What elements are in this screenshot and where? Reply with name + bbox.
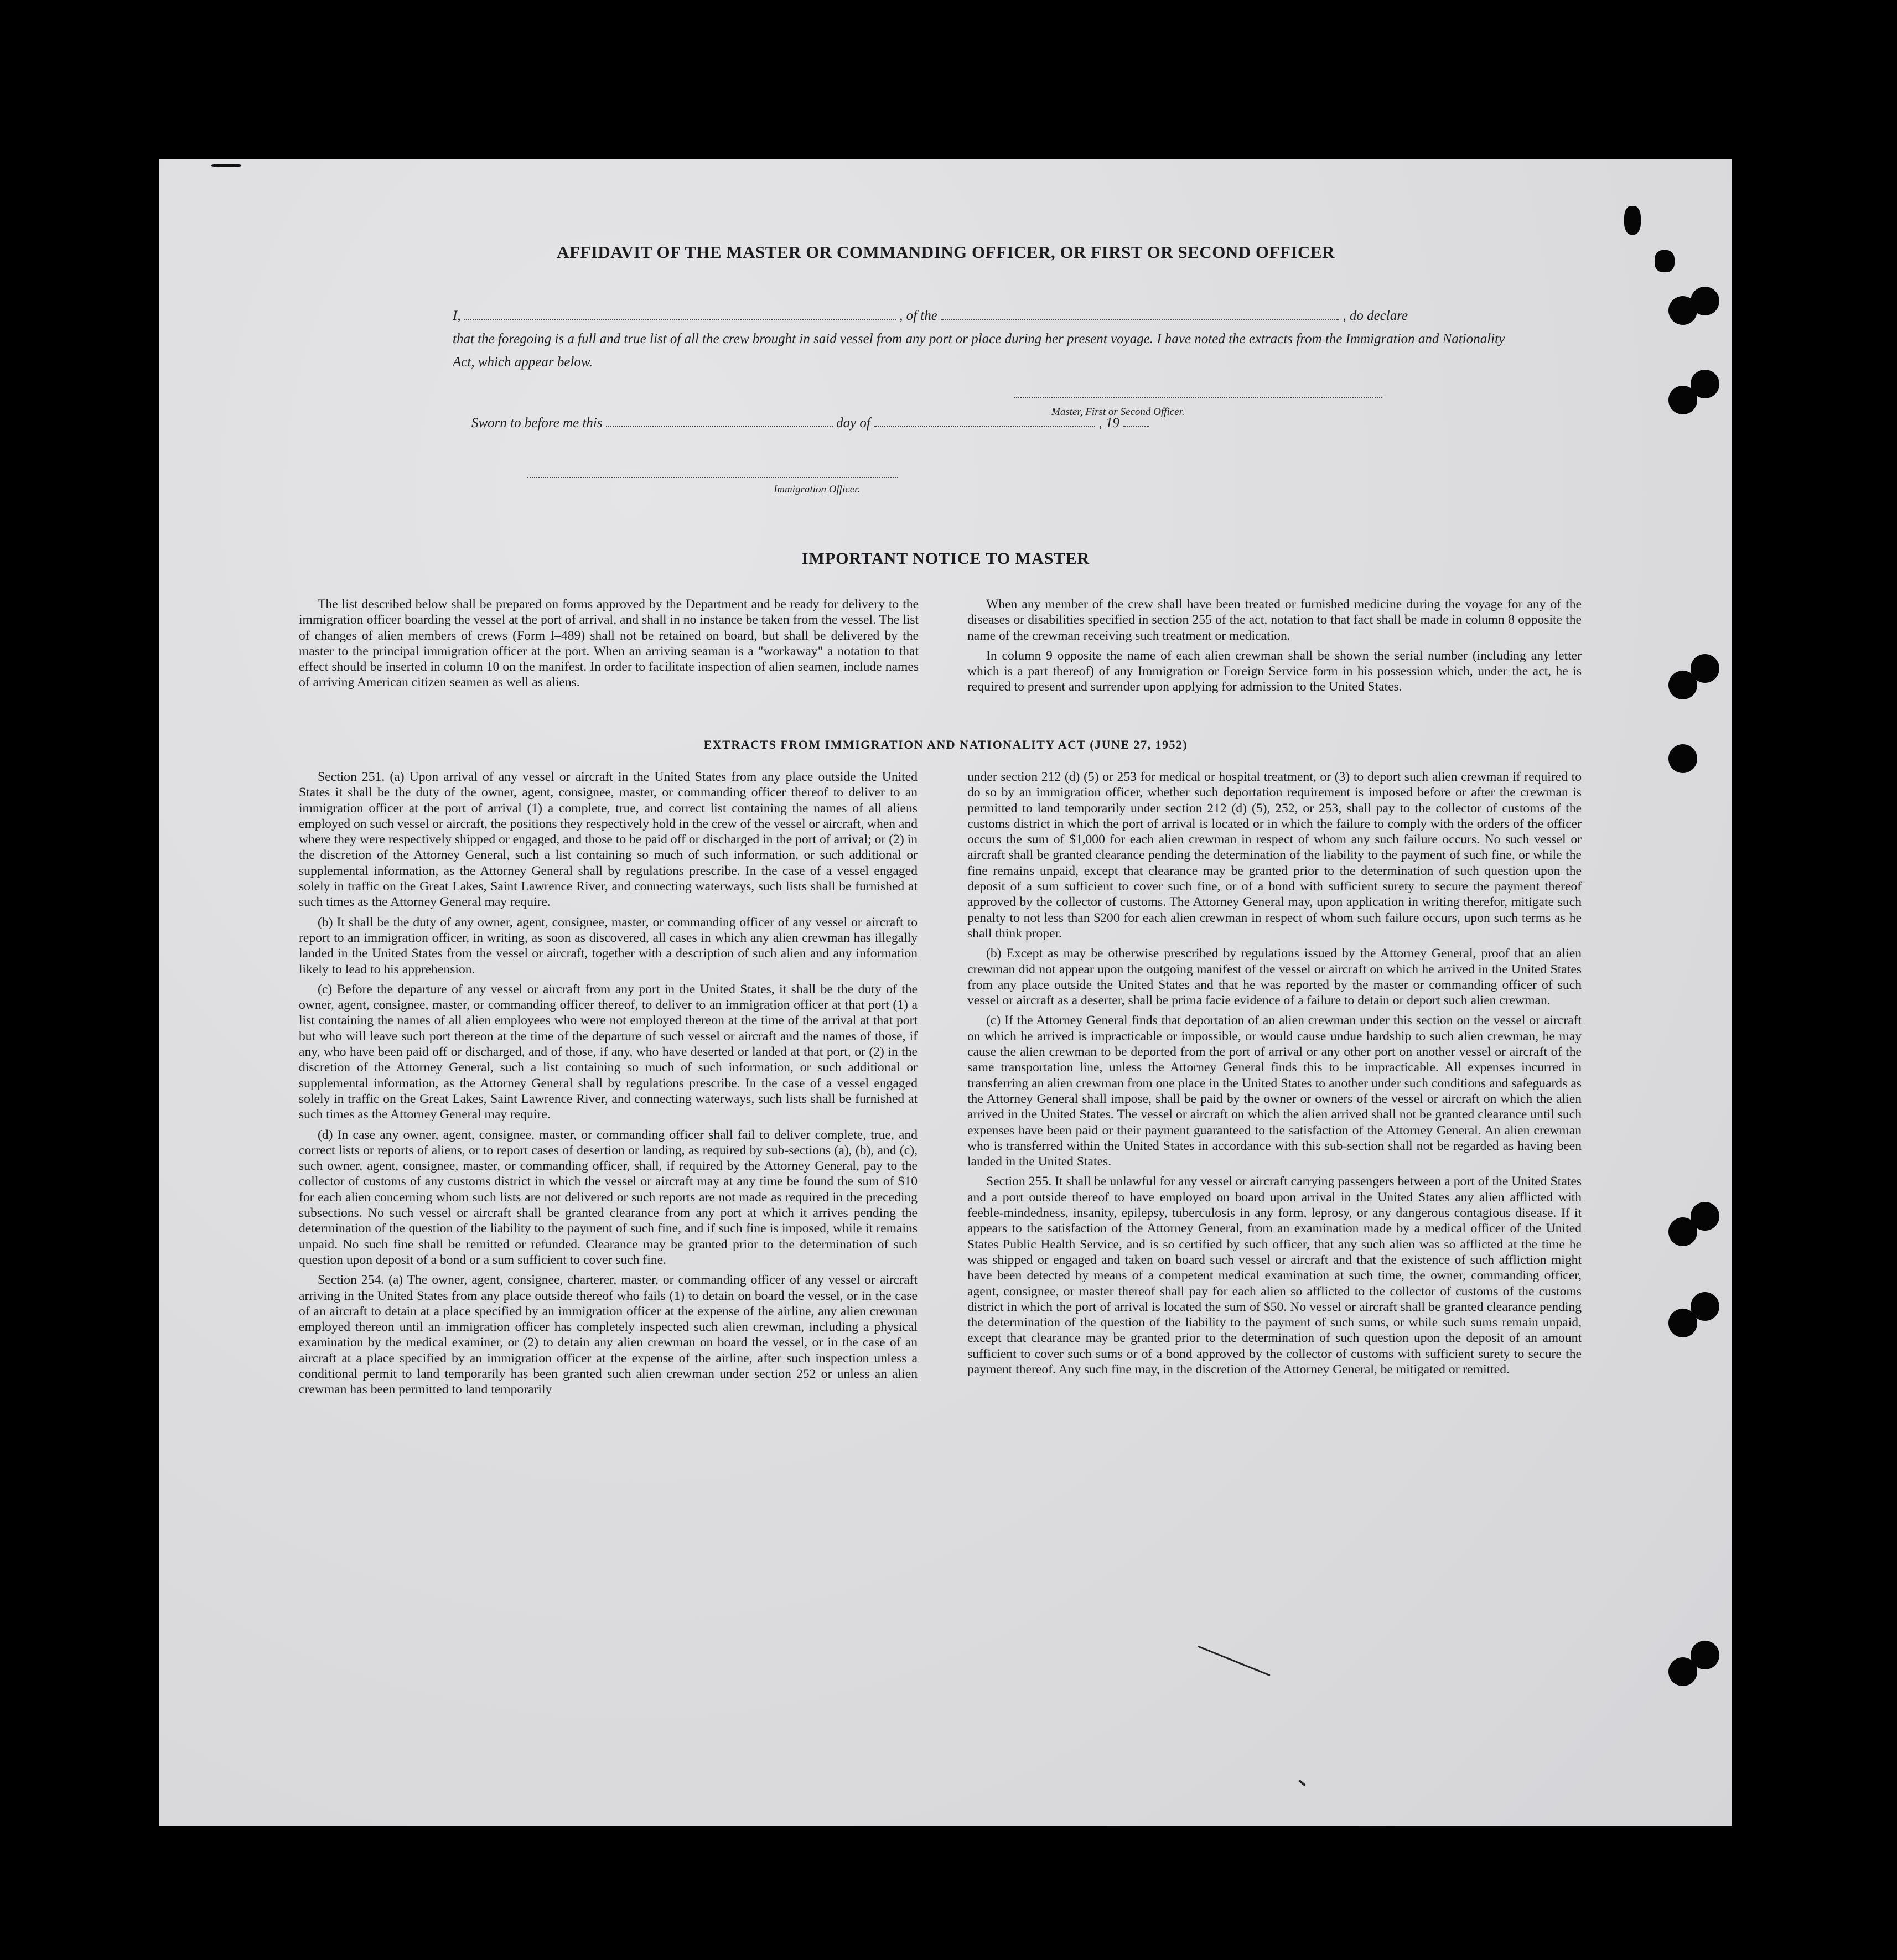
- notice-title: IMPORTANT NOTICE TO MASTER: [801, 549, 1090, 568]
- affidavit-title: AFFIDAVIT OF THE MASTER OR COMMANDING OFFICER, OR FIRST OR SECOND OFFICER: [557, 242, 1335, 262]
- notice-right-paragraph-2: In column 9 opposite the name of each alien crewman shall be shown the serial number (including any letter which is a part thereof) of any Immigration or Foreign Service form in his possession which, under the act, he is required to present and surrender upon applying for admission to the United States.: [967, 648, 1582, 694]
- immigration-officer-signature-line[interactable]: [527, 477, 898, 478]
- punch-hole: [1691, 370, 1719, 398]
- extract-paragraph: Section 254. (a) The owner, agent, consignee, charterer, master, or commanding officer of any vessel or aircraft arriving in the United States from any place outside thereof who fails (1) to detain on board the vessel, or in the case of an aircraft to detain at a place specified by an immigration officer at the expense of the airline, any alien crewman employed thereon until an immigration officer has completely inspected such alien crewman, including a physical examination by the medical examiner, or (2) to detain any alien crewman on board the vessel, or in the case of an aircraft at a place specified by an immigration officer at the expense of the airline, after such inspection unless a conditional permit to land temporarily has been granted such alien crewman under section 252 or unless an alien crewman has been permitted to land temporarily: [299, 1273, 918, 1397]
- sworn-line: [453, 412, 1172, 435]
- sworn-year-field[interactable]: [1123, 418, 1149, 427]
- sworn-day-field[interactable]: [606, 418, 833, 427]
- extract-paragraph: (b) Except as may be otherwise prescribed by regulations issued by the Attorney General, proof that an alien crewman did not appear upon the outgoing manifest of the vessel or aircraft on which he arrived in the United States from any place outside the United States and that he was reported by the master or commanding officer of such vessel or aircraft as a deserter, shall be prima facie evidence of a failure to detain or deport such alien crewman.: [967, 946, 1582, 1008]
- extract-paragraph: under section 212 (d) (5) or 253 for medical or hospital treatment, or (3) to deport such alien crewman if required to do so by an immigration officer, whether such deportation requirement is imposed before or after the crewman is permitted to land temporarily under section 212 (d) (5), 252, or 253, shall pay to the collector of customs of the customs district in which the port of arrival is located or in which the failure to comply with the orders of the officer occurs the sum of $1,000 for each alien crewman in respect of whom any such failure occurs. No such vessel or aircraft shall be granted clearance pending the determination of the liability to the payment of such fine, or while the fine remains unpaid, except that clearance may be granted prior to the determination of such question upon the deposit of a sum sufficient to cover such fine, or of a bond with sufficient surety to secure the payment thereof approved by the collector of customs. The Attorney General may, upon application in writing therefor, mitigate such penalty to not less than $200 for each alien crewman in respect of whom such failure occurs, upon such terms as he shall think proper.: [967, 770, 1582, 941]
- declarant-prefix: I,: [453, 308, 461, 323]
- extract-paragraph: (b) It shall be the duty of any owner, agent, consignee, master, or commanding officer of any vessel or aircraft to report to an immigration officer, in writing, as soon as discovered, all cases in which any alien crewman has illegally landed in the United States from the vessel or aircraft, together with a description of such alien and any information likely to lead to his apprehension.: [299, 915, 918, 977]
- extracts-title: EXTRACTS FROM IMMIGRATION AND NATIONALITY ACT (JUNE 27, 1952): [703, 738, 1188, 751]
- extracts-right-column: [967, 769, 1582, 1382]
- scan-edge-mark: [211, 164, 241, 167]
- master-signature-label: Master, First or Second Officer.: [1051, 406, 1185, 418]
- declarant-name-field[interactable]: [464, 311, 896, 320]
- pen-stroke-mark: [1298, 1780, 1305, 1786]
- punch-hole: [1691, 1292, 1719, 1321]
- notice-left-paragraph: The list described below shall be prepared on forms approved by the Department and be ready for delivery to the immigration officer boarding the vessel at the port of arrival, and shall in no instance be taken from the vessel. The list of changes of alien members of crews (Form I–489) shall not be retained on board, but shall be delivered by the master to the principal immigration officer at the port. When an arriving seaman is a "workaway" a notation to that effect should be inserted in column 10 on the manifest. In order to facilitate inspection of alien seamen, include names of arriving American citizen seamen as well as aliens.: [299, 597, 919, 690]
- document-page: [159, 159, 1732, 1826]
- extract-paragraph: Section 251. (a) Upon arrival of any vessel or aircraft in the United States from any place outside the United States it shall be the duty of the owner, agent, consignee, master, or commanding officer thereof to deliver to an immigration officer at the port of arrival (1) a complete, true, and correct list containing the names of all aliens employed on such vessel or aircraft, the positions they respectively hold in the crew of the vessel or aircraft, when and where they were respectively shipped or engaged, and those to be paid off or discharged in the port of arrival; or (2) in the discretion of the Attorney General, such a list containing so much of such information, or such additional or supplemental information, as the Attorney General shall by regulations prescribe. In the case of a vessel engaged solely in traffic on the Great Lakes, Saint Lawrence River, and connecting waterways, such lists shall be furnished at such times as the Attorney General may require.: [299, 770, 918, 910]
- declaration-line: [453, 304, 1537, 328]
- punch-hole: [1691, 287, 1719, 315]
- immigration-officer-label: Immigration Officer.: [774, 484, 861, 495]
- sworn-prefix: Sworn to before me this: [471, 416, 603, 431]
- declaration-text: that the foregoing is a full and true list of all the crew brought in said vessel from any port or place during her present voyage. I have noted the extracts from the Immigration and Nationality Act, which appear below.: [453, 331, 1505, 370]
- notice-right-paragraph-1: When any member of the crew shall have been treated or furnished medicine during the voyage for any of the diseases or disabilities specified in section 255 of the act, notation to that fact shall be made in column 8 opposite the name of the crewman receiving such treatment or medication.: [967, 597, 1582, 643]
- punch-hole: [1691, 1641, 1719, 1669]
- of-the-label: , of the: [899, 308, 937, 323]
- extract-paragraph: (d) In case any owner, agent, consignee, master, or commanding officer shall fail to deliver complete, true, and correct lists or reports of aliens, or to report cases of desertion or landing, as required by sub-sections (a), (b), and (c), such owner, agent, consignee, master, or commanding officer, shall, if required by the Attorney General, pay to the collector of customs of any customs district in which the vessel or aircraft may at any time be found the sum of $10 for each alien concerning whom such lists are not delivered or such reports are not made as required in the preceding subsections. No such vessel or aircraft shall be granted clearance from any port at which it arrives pending the determination of the question of the liability to the payment of such fine, and if such fine is imposed, while it remains unpaid. No such fine shall be remitted or refunded. Clearance may be granted prior to the determination of such question upon deposit of a bond or a sum sufficient to cover such fine.: [299, 1127, 918, 1267]
- notice-right-column: [967, 597, 1582, 699]
- extract-paragraph: Section 255. It shall be unlawful for any vessel or aircraft carrying passengers between a port of the United States and a port outside thereof to have employed on board upon arrival in the United States any alien afflicted with feeble-mindedness, insanity, epilepsy, tuberculosis in any form, leprosy, or any dangerous contagious disease. If it appears to the satisfaction of the Attorney General, from an examination made by a medical officer of the United States Public Health Service, and is so certified by such officer, that any such alien was so afflicted at the time he was shipped or engaged and taken on board such vessel or aircraft and that the existence of such affliction might have been detected by means of a competent medical examination at such time, the owner, commanding officer, agent, consignee, or master thereof shall pay for each alien so afflicted to the collector of customs of the customs district in which the port of arrival is located the sum of $50. No vessel or aircraft shall be granted clearance pending the determination of the question of the liability to the payment of such sums, or while such sums remain unpaid, except that clearance may be granted prior to the determination of such question upon the deposit of an amount sufficient to cover such sums or of a bond approved by the collector of customs with sufficient surety to secure the payment thereof. Any such fine may, in the discretion of the Attorney General, be mitigated or remitted.: [967, 1174, 1582, 1377]
- extract-paragraph: (c) If the Attorney General finds that deportation of an alien crewman under this section on the vessel or aircraft on which he arrived is impracticable or impossible, or would cause undue hardship to such alien crewman, he may cause the alien crewman to be deported from the port of arrival or any other port on another vessel or aircraft of the same transportation line, unless the Attorney General finds this to be impracticable. All expenses incurred in transferring an alien crewman from one place in the United States to another under such conditions and safeguards as the Attorney General shall impose, shall be paid by the owner or owners of the vessel or aircraft on which the alien arrived in the United States. The vessel or aircraft on which the alien arrived shall not be granted clearance until such expenses have been paid or their payment guaranteed to the satisfaction of the Attorney General. An alien crewman who is transferred within the United States in accordance with this sub-section shall not be regarded as having been landed in the United States.: [967, 1013, 1582, 1169]
- pen-stroke-mark: [1198, 1646, 1271, 1676]
- scan-edge-mark: [1624, 206, 1641, 235]
- extracts-left-column: [299, 769, 918, 1402]
- sworn-month-field[interactable]: [874, 418, 1095, 427]
- day-of-label: day of: [836, 416, 870, 431]
- notice-left-column: [299, 597, 919, 695]
- extract-paragraph: (c) Before the departure of any vessel or aircraft from any port in the United States, it shall be the duty of the owner, agent, consignee, master, or commanding officer thereof, to deliver to an immigration officer at that port (1) a list containing the names of all alien employees who were not employed thereon at the time of the arrival at that port but who will leave such port thereon at the time of the departure of such vessel or aircraft and the names of those, if any, who have been paid off or discharged, and of those, if any, who have deserted or landed at that port, or (2) in the discretion of the Attorney General, such a list containing so much of such information, or such additional or supplemental information, as the Attorney General shall by regulations prescribe. In the case of a vessel engaged solely in traffic on the Great Lakes, Saint Lawrence River, and connecting waterways, such lists shall be furnished at such times as the Attorney General may require.: [299, 982, 918, 1122]
- punch-hole: [1691, 1202, 1719, 1231]
- master-signature-line[interactable]: [1014, 397, 1382, 398]
- year-prefix: , 19: [1098, 416, 1119, 431]
- punch-hole: [1691, 654, 1719, 683]
- scan-edge-mark: [1655, 250, 1675, 272]
- vessel-name-field[interactable]: [941, 311, 1339, 320]
- do-declare-label: , do declare: [1343, 308, 1408, 323]
- punch-hole: [1668, 744, 1697, 773]
